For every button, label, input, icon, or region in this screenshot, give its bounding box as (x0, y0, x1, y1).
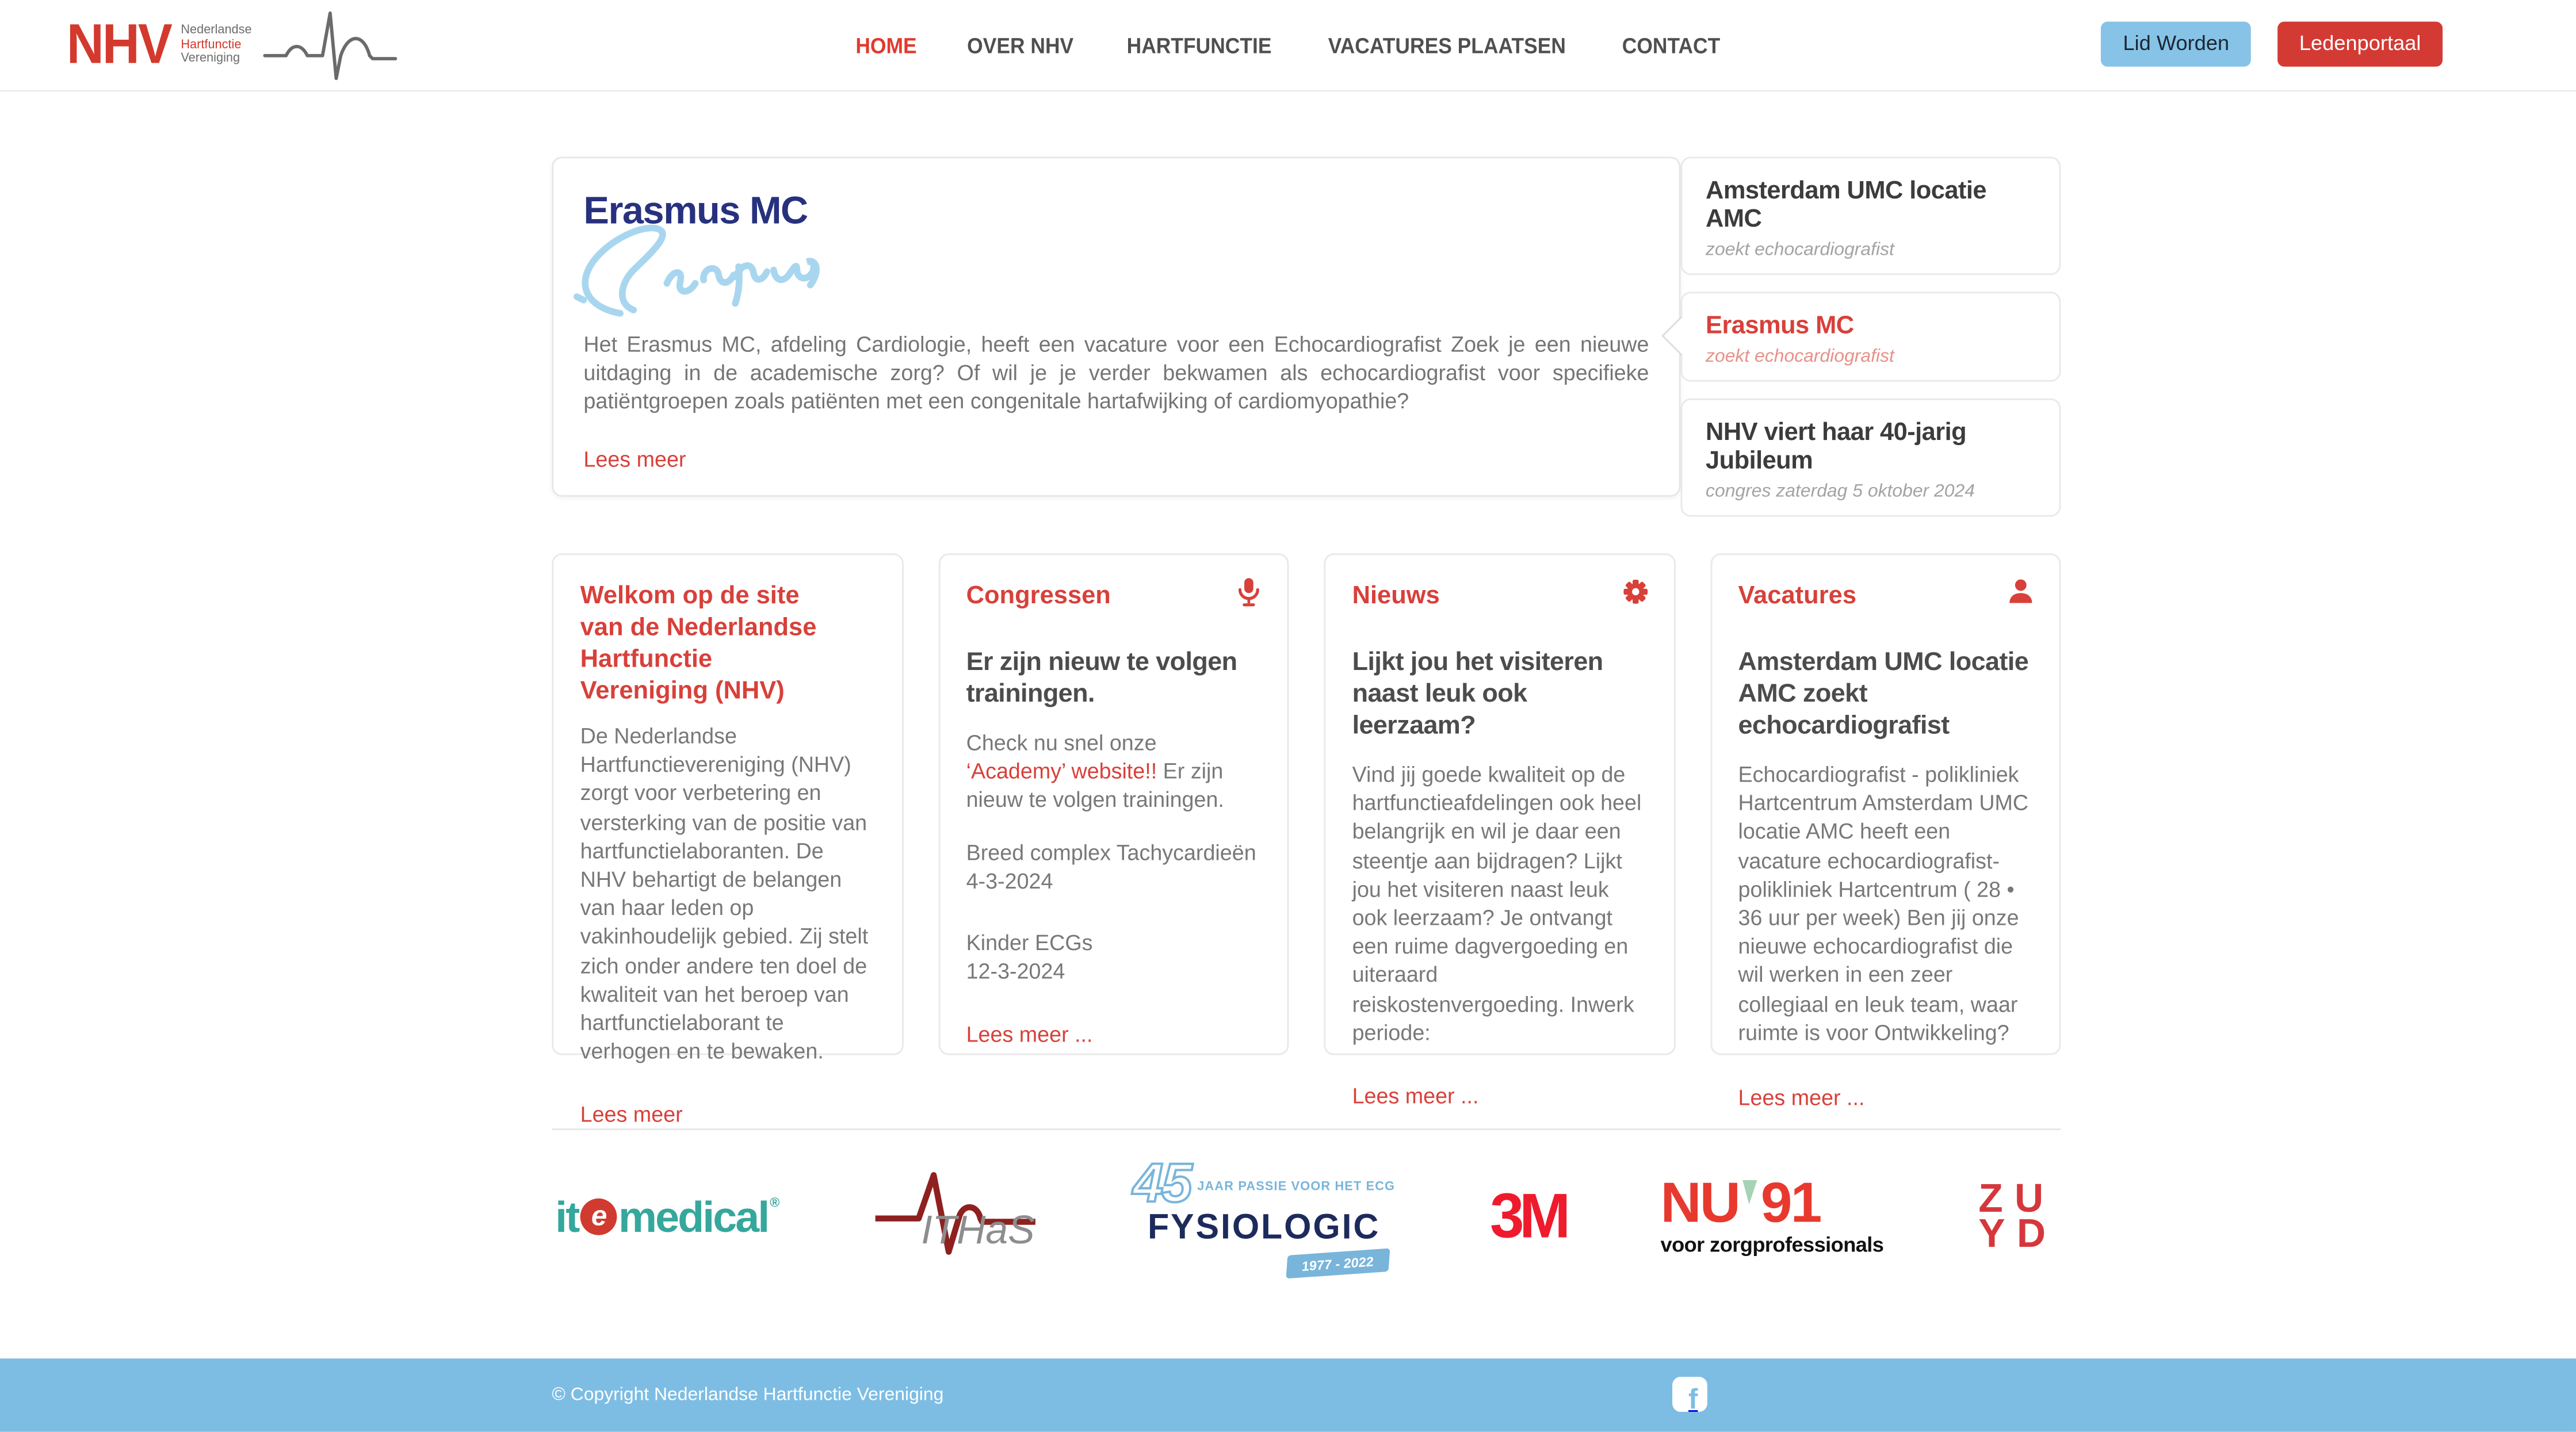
nu91-apostrophe (1742, 1180, 1757, 1204)
facebook-icon[interactable] (1672, 1377, 1707, 1415)
card-body: De Nederlandse Hartfunctievereniging (NHV) zorgt voor verbetering en versterking van de positie van hartfunctielaboranten. De NHV behartigt de belangen van haar leden op vakinhoudelijk gebied. Zij stelt zich onder andere ten doel de kwaliteit van het beroep van hartfunctielaborant te verhogen en te bewaken. (580, 723, 869, 1064)
vacatures-card (1710, 553, 2061, 1111)
sidebar-item-jubileum[interactable] (1681, 399, 2061, 517)
lid-worden-button[interactable]: Lid Worden (2101, 22, 2251, 66)
nav-over-nhv[interactable]: OVER NHV (966, 32, 1073, 58)
training-item (966, 838, 1261, 895)
itemedical-e-badge: e (580, 1199, 617, 1235)
congressen-read-more-link[interactable]: Lees meer ... (966, 1022, 1093, 1048)
featured-section (552, 156, 2061, 502)
card-title: Welkom op de site van de Nederlandse Hartfunctie Vereniging (NHV) (580, 581, 817, 706)
erasmus-mc-logo-text: Erasmus MC (583, 188, 808, 232)
footer (0, 1358, 2576, 1432)
sidebar-item-subtitle: congres zaterdag 5 oktober 2024 (1706, 481, 1975, 502)
featured-vacancy-text: Het Erasmus MC, afdeling Cardiologie, heeft een vacature voor een Echocardiografist Zoek je een nieuwe uitdaging in de academische zorg? Of wil je je verder bekwamen als echocardiografist voor specifieke patiëntgroepen zoals patiënten met een congenitale hartafwijking of cardiomyopathie? (583, 331, 1649, 413)
nav-vacatures-plaatsen[interactable]: VACATURES PLAATSEN (1328, 32, 1566, 58)
card-title: Vacatures (1738, 581, 1857, 610)
itemedical-logo[interactable] (555, 1191, 776, 1243)
header-actions (2101, 22, 2443, 66)
copyright-text: © Copyright Nederlandse Hartfunctie Vereniging (552, 1385, 944, 1406)
nav-home[interactable]: HOME (855, 32, 916, 58)
sidebar-item-title: Erasmus MC (1706, 311, 1854, 340)
training-date: 12-3-2024 (966, 959, 1065, 984)
card-body (966, 729, 1261, 815)
featured-vacancy-card[interactable] (552, 156, 1680, 496)
card-title: Nieuws (1352, 581, 1440, 610)
facebook-f-glyph: f (1688, 1383, 1698, 1415)
microphone-icon (1234, 577, 1264, 607)
nav-contact[interactable]: CONTACT (1621, 32, 1720, 58)
card-body: Echocardiografist - polikliniek Hartcentrum Amsterdam UMC locatie AMC heeft een vacature echocardiografist- polikliniek Hartcentrum ( 28 • 36 uur per week) Ben jij onze nieuwe echocardiografist die wil werken in een zeer collegiaal en leuk team, waar ruimte is voor Ontwikkeling? (1738, 761, 2029, 1045)
3m-logo[interactable] (1490, 1181, 1566, 1253)
partner-logos (552, 1130, 2061, 1303)
news-sidebar (1681, 156, 2061, 502)
body-text: Check nu snel onze (966, 730, 1157, 755)
training-name: Kinder ECGs (966, 930, 1093, 955)
sidebar-item-erasmus-mc[interactable] (1681, 292, 2061, 382)
congressen-card (938, 553, 1289, 1055)
fysiologic-ribbon: 1977 - 2022 (1286, 1249, 1390, 1279)
header (0, 0, 2576, 91)
itemedical-part2: medical (618, 1190, 769, 1241)
sidebar-item-title: Amsterdam UMC locatie AMC (1706, 177, 1987, 233)
tagline-line1: Nederlandse (181, 22, 252, 37)
nhv-logo-text: NHV (66, 12, 171, 76)
nu91-part2: 91 (1760, 1171, 1821, 1235)
card-subtitle: Er zijn nieuw te volgen trainingen. (966, 648, 1237, 709)
gear-icon (1620, 577, 1650, 607)
sidebar-item-subtitle: zoekt echocardiografist (1706, 346, 1894, 367)
erasmus-mc-logo (583, 189, 1649, 320)
ithas-logo-text: ITHaS (921, 1208, 1035, 1254)
tagline-line3: Vereniging (181, 50, 240, 66)
ledenportaal-button[interactable]: Ledenportaal (2277, 22, 2443, 66)
featured-read-more-link[interactable]: Lees meer (583, 446, 686, 472)
card-subtitle: Lijkt jou het visiteren naast leuk ook leerzaam? (1352, 648, 1603, 740)
sidebar-item-amsterdam-umc[interactable] (1681, 156, 2061, 275)
welcome-read-more-link[interactable]: Lees meer (580, 1102, 683, 1128)
person-icon (2006, 577, 2036, 607)
training-date: 4-3-2024 (966, 868, 1053, 893)
card-body: Vind jij goede kwaliteit op de hartfunctieafdelingen ook heel belangrijk en wil je daar een steentje aan bijdragen? Lijkt jou het visiteren naast leuk ook leerzaam? Je ontvangt een ruime dagvergoeding en uiteraard reiskostenvergoeding. Inwerk periode: (1352, 761, 1642, 1045)
welcome-card (552, 553, 903, 1128)
fysiologic-45: 45 (1133, 1151, 1191, 1214)
sidebar-item-title: NHV viert haar 40-jarig Jubileum (1706, 418, 1967, 476)
fysiologic-tagline: JAAR PASSIE VOOR HET ECG (1197, 1178, 1396, 1194)
zuyd-logo[interactable] (1978, 1177, 2058, 1257)
zuyd-line2: YD (1978, 1212, 2058, 1257)
card-subtitle: Amsterdam UMC locatie AMC zoekt echocardiografist (1738, 648, 2029, 740)
nav-hartfunctie[interactable]: HARTFUNCTIE (1126, 32, 1271, 58)
3m-logo-text: 3M (1490, 1181, 1566, 1251)
tagline-line2: Hartfunctie (181, 36, 242, 52)
vacatures-read-more-link[interactable]: Lees meer ... (1738, 1085, 1865, 1111)
content-container (552, 156, 2061, 1303)
fysiologic-logo[interactable] (1133, 1151, 1396, 1275)
nu91-part1: NU (1660, 1171, 1740, 1235)
card-title: Congressen (966, 581, 1111, 610)
training-list (966, 838, 1261, 986)
body-text: Er zijn nieuw te volgen trainingen. (966, 759, 1224, 813)
ithas-logo[interactable] (871, 1169, 1038, 1265)
registered-mark: ® (770, 1194, 778, 1209)
training-item (966, 928, 1261, 986)
cards-section (552, 553, 2061, 1128)
fysiologic-name: FYSIOLOGIC (1147, 1208, 1381, 1247)
sidebar-item-subtitle: zoekt echocardiografist (1706, 240, 1894, 261)
itemedical-part1: it (555, 1190, 579, 1241)
nu91-subtitle: voor zorgprofessionals (1660, 1232, 1884, 1256)
zuyd-line1: ZU (1978, 1177, 2055, 1222)
nieuws-read-more-link[interactable]: Lees meer ... (1352, 1083, 1479, 1109)
erasmus-signature-icon (570, 220, 837, 320)
academy-website-link[interactable]: ‘Academy’ website!! (966, 759, 1157, 784)
nu91-logo[interactable] (1660, 1171, 1884, 1256)
nieuws-card (1324, 553, 1675, 1109)
training-name: Breed complex Tachycardieën (966, 839, 1256, 865)
